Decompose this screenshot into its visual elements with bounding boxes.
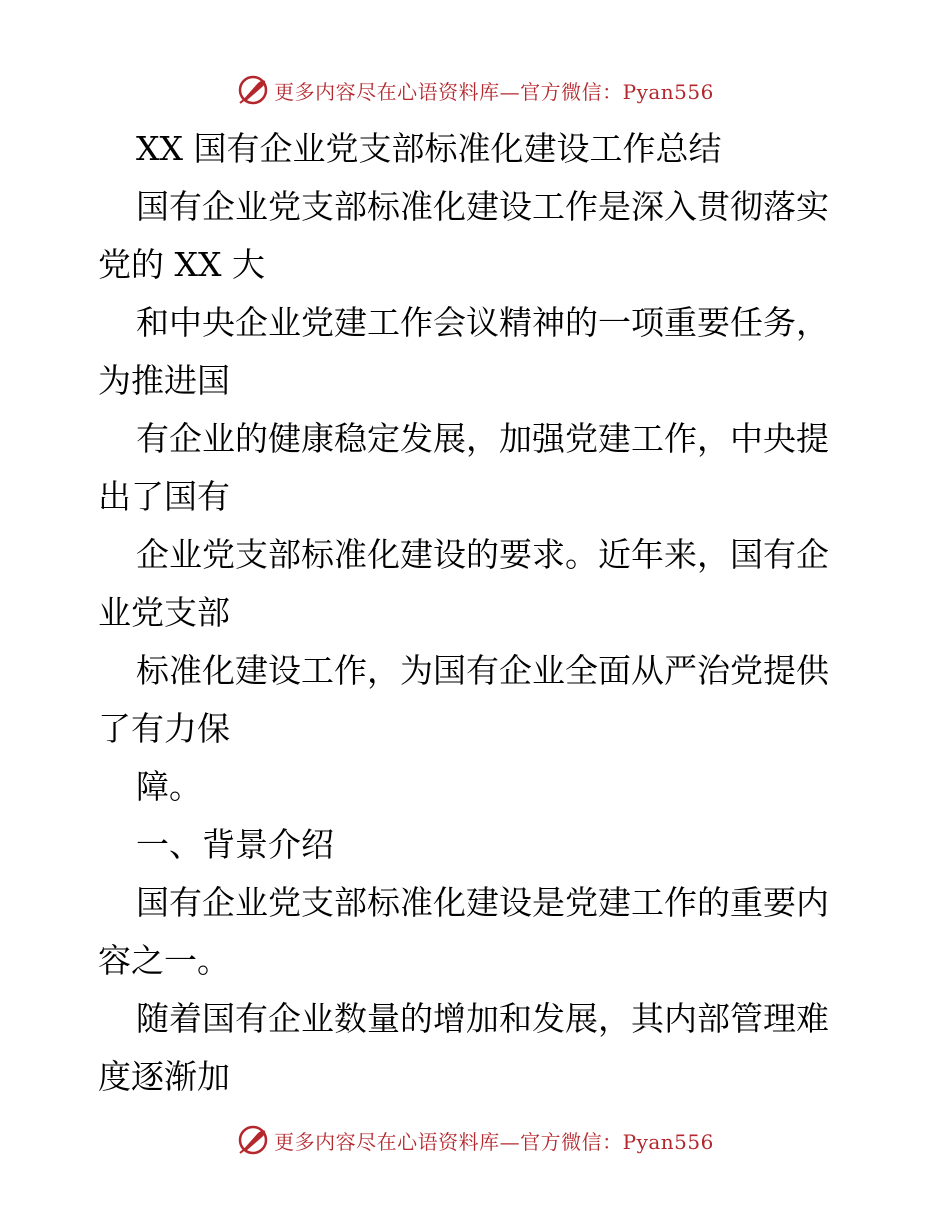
paragraph-line: 随着国有企业数量的增加和发展，其内部管理难 [136,999,829,1038]
footer-watermark [0,1120,950,1160]
paragraph-line: 国有企业党支部标准化建设是党建工作的重要内 [136,883,829,922]
paragraph-line: 度逐渐加 [98,1057,230,1096]
section-heading: 一、背景介绍 [136,825,334,864]
paragraph-line: 出了国有 [98,477,230,516]
footer-watermark-text: 更多内容尽在心语资料库—官方微信：Pyan556 [274,1129,714,1154]
quill-pen-logo-icon [236,1123,270,1157]
document-body [98,120,858,1106]
header-watermark-text: 更多内容尽在心语资料库—官方微信：Pyan556 [274,79,714,104]
paragraph-line: 了有力保 [98,709,230,748]
paragraph-line: 有企业的健康稳定发展，加强党建工作，中央提 [136,419,829,458]
paragraph-line: 和中央企业党建工作会议精神的一项重要任务， [136,303,829,342]
document-title: XX 国有企业党支部标准化建设工作总结 [136,129,722,168]
paragraph-line: 为推进国 [98,361,230,400]
paragraph-line: 容之一。 [98,941,230,980]
quill-pen-logo-icon [236,73,270,107]
paragraph-line: 党的 XX 大 [98,245,265,284]
paragraph-line: 国有企业党支部标准化建设工作是深入贯彻落实 [136,187,829,226]
header-watermark [0,70,950,110]
paragraph-line: 企业党支部标准化建设的要求。近年来，国有企 [136,535,829,574]
paragraph-line: 业党支部 [98,593,230,632]
paragraph-line: 障。 [136,767,202,806]
paragraph-line: 标准化建设工作，为国有企业全面从严治党提供 [136,651,829,690]
